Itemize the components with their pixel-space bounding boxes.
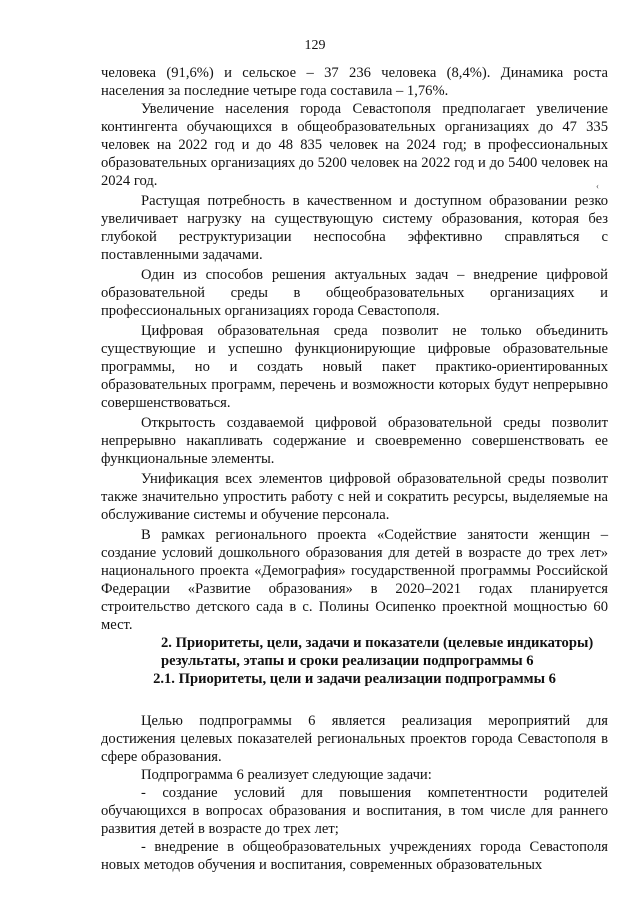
paragraph-8: В рамках регионального проекта «Содействие занятости женщин – создание условий дошкольного образования для детей в возрасте до трех лет» национального проекта «Демография» государственной программы Российской Федерации «Развитие образования» в 2020–2021 годах планируется строительство детского сада в с. Полины Осипенко проектной мощностью 60 мест. <box>101 527 608 633</box>
section-heading: 2. Приоритеты, цели, задачи и показатели (целевые индикаторы) результаты, этапы и сроки реализации подпрограммы 6 <box>161 635 594 669</box>
paragraph-5: Цифровая образовательная среда позволит не только объединить существующие и успешно функционирующие цифровые образовательные программы, но и создать новый пакет практико-ориентированных образовательных программ, перечень и возможности которых будут непрерывно совершенствоваться. <box>101 323 608 411</box>
page-number: 129 <box>304 38 326 53</box>
task-item-1: - создание условий для повышения компетентности родителей обучающихся в вопросах образования и воспитания, в том числе для раннего развития детей в возрасте до трех лет; <box>101 785 608 837</box>
paragraph-3: Растущая потребность в качественном и доступном образовании резко увеличивает нагрузку на существующую систему образования, которая без глубокой реструктуризации неспособна эффективно справляться с поставленными задачами. <box>101 193 608 263</box>
paragraph-2: Увеличение населения города Севастополя предполагает увеличение контингента обучающихся в общеобразовательных организациях до 47 335 человек на 2022 год и до 48 835 человек на 2024 год; в профессиональных образовательных организациях до 5200 человек на 2022 год и до 5400 человек на 2024 год. <box>101 101 608 189</box>
paragraph-tasks-intro: Подпрограмма 6 реализует следующие задачи: <box>141 767 432 783</box>
task-item-2: - внедрение в общеобразовательных учреждениях города Севастополя новых методов обучения и воспитания, современных образовательных <box>101 839 608 873</box>
page-body <box>101 64 608 874</box>
paragraph-1: человека (91,6%) и сельское – 37 236 человека (8,4%). Динамика роста населения за последние четыре года составила – 1,76%. <box>101 65 608 99</box>
paragraph-7: Унификация всех элементов цифровой образовательной среды позволит также значительно упростить работу с ней и сократить ресурсы, выделяемые на обслуживание системы и обучение персонала. <box>101 471 608 523</box>
subsection-heading: 2.1. Приоритеты, цели и задачи реализации подпрограммы 6 <box>153 671 556 687</box>
paragraph-goal: Целью подпрограммы 6 является реализация мероприятий для достижения целевых показателей региональных проектов города Севастополя в сфере образования. <box>101 713 608 765</box>
paragraph-6: Открытость создаваемой цифровой образовательной среды позволит непрерывно накапливать содержание и своевременно совершенствовать ее функциональные элементы. <box>101 415 608 467</box>
margin-mark: ‹ <box>596 181 599 191</box>
paragraph-4: Один из способов решения актуальных задач – внедрение цифровой образовательной среды в общеобразовательных организациях и профессиональных организациях города Севастополя. <box>101 267 608 319</box>
